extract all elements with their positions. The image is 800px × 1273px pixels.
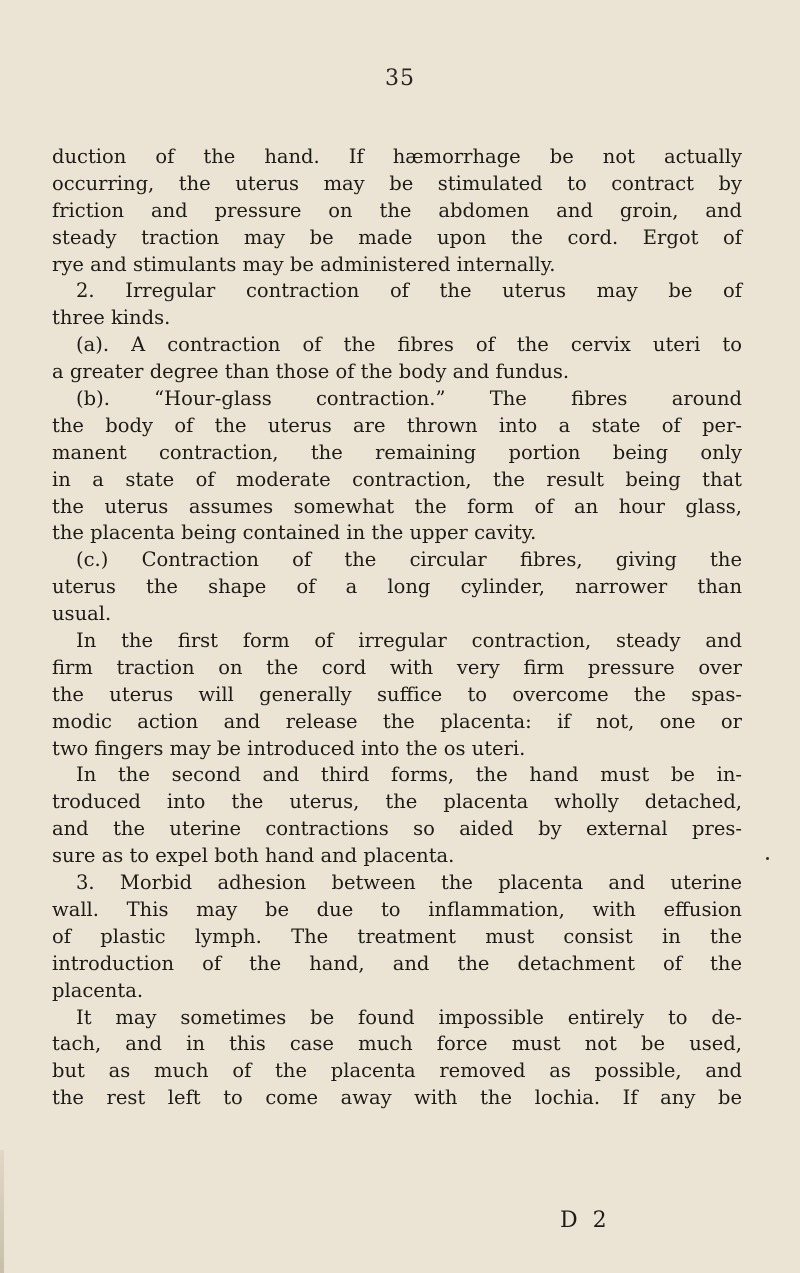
- text-line: In the second and third forms, the hand must be in-: [76, 763, 742, 787]
- text-line: usual.: [52, 602, 112, 626]
- text-line: (b). “Hour-glass contraction.” The fibres around: [76, 387, 742, 411]
- text-line: manent contraction, the remaining portion being only: [52, 440, 742, 464]
- text-line: wall. This may be due to inflammation, with effusion: [52, 897, 742, 921]
- page-edge-shadow: [0, 1150, 4, 1273]
- text-line: of plastic lymph. The treatment must consist in the: [52, 924, 742, 948]
- text-line: troduced into the uterus, the placenta wholly detached,: [52, 790, 742, 814]
- text-line: friction and pressure on the abdomen and groin, and: [52, 198, 742, 222]
- text-line: a greater degree than those of the body and fundus.: [52, 360, 570, 384]
- text-line: three kinds.: [52, 306, 171, 330]
- text-line: It may sometimes be found impossible entirely to de-: [76, 1005, 742, 1029]
- text-line: 2. Irregular contraction of the uterus may be of: [76, 279, 742, 303]
- text-line: 3. Morbid adhesion between the placenta and uterine: [76, 871, 742, 895]
- text-line: duction of the hand. If hæmorrhage be not actually: [52, 145, 742, 168]
- page-number: 35: [385, 66, 415, 91]
- text-line: the placenta being contained in the upper cavity.: [52, 521, 537, 545]
- text-line: (c.) Contraction of the circular fibres, giving the: [76, 548, 742, 572]
- text-line: tach, and in this case much force must not be used,: [52, 1032, 742, 1056]
- text-line: uterus the shape of a long cylinder, narrower than: [52, 575, 742, 599]
- text-line: firm traction on the cord with very firm pressure over: [52, 655, 742, 679]
- text-line: placenta.: [52, 978, 144, 1002]
- text-line: and the uterine contractions so aided by external pres-: [52, 817, 742, 841]
- text-line: modic action and release the placenta: if not, one or: [52, 709, 742, 733]
- margin-dot: [766, 857, 769, 860]
- text-line: the uterus assumes somewhat the form of an hour glass,: [52, 494, 742, 518]
- signature-mark: D 2: [560, 1208, 611, 1233]
- text-line: the uterus will generally suffice to overcome the spas-: [52, 682, 742, 706]
- text-line: rye and stimulants may be administered internally.: [52, 252, 556, 276]
- text-line: two fingers may be introduced into the os uteri.: [52, 736, 526, 760]
- text-line: sure as to expel both hand and placenta.: [52, 844, 455, 868]
- text-line: steady traction may be made upon the cord. Ergot of: [52, 225, 742, 249]
- text-line: occurring, the uterus may be stimulated to contract by: [52, 171, 742, 195]
- text-line: the body of the uterus are thrown into a state of per-: [52, 413, 742, 437]
- text-line: the rest left to come away with the lochia. If any be: [52, 1086, 742, 1110]
- text-line: in a state of moderate contraction, the result being that: [52, 467, 742, 491]
- text-line: In the first form of irregular contraction, steady and: [76, 629, 742, 653]
- text-line: introduction of the hand, and the detachment of the: [52, 951, 742, 975]
- text-line: but as much of the placenta removed as possible, and: [52, 1059, 742, 1083]
- text-line: (a). A contraction of the fibres of the cervix uteri to: [76, 333, 742, 357]
- body-text: [52, 144, 742, 1112]
